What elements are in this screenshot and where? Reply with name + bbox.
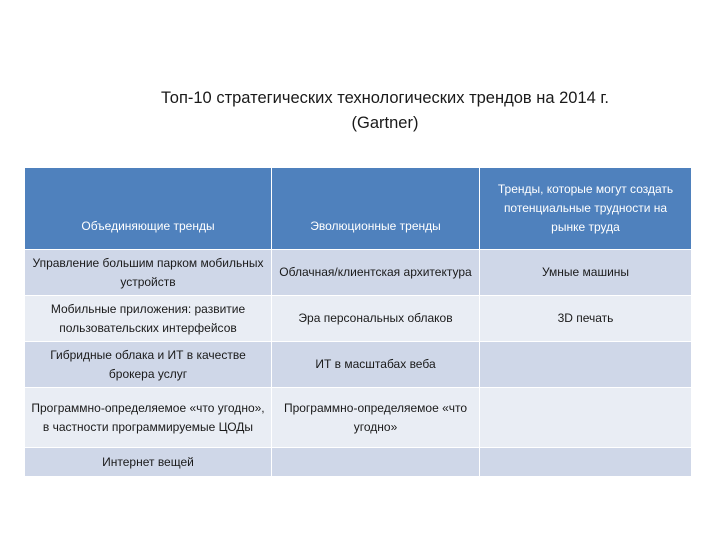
table-cell: 3D печать [480, 296, 692, 342]
table-cell: Умные машины [480, 250, 692, 296]
trends-table [24, 167, 692, 477]
header-disruptive-trends: Тренды, которые могут создать потенциальные трудности на рынке труда [480, 168, 692, 250]
table-header-row [25, 168, 692, 250]
slide-title-line1: Топ-10 стратегических технологических трендов на 2014 г. [160, 89, 609, 107]
table-cell: Гибридные облака и ИТ в качестве брокера услуг [25, 342, 272, 388]
table-cell: Программно-определяемое «что угодно», в частности программируемые ЦОДы [25, 388, 272, 448]
table-row [25, 250, 692, 296]
table-cell: ИТ в масштабах веба [272, 342, 480, 388]
table-cell: Управление большим парком мобильных устройств [25, 250, 272, 296]
table-cell [480, 448, 692, 477]
table-cell [272, 448, 480, 477]
table-row [25, 448, 692, 477]
table-cell: Эра персональных облаков [272, 296, 480, 342]
table-row [25, 296, 692, 342]
header-unifying-trends: Объединяющие тренды [25, 168, 272, 250]
slide-title [100, 86, 670, 136]
table-row [25, 388, 692, 448]
table-cell [480, 342, 692, 388]
table-cell: Мобильные приложения: развитие пользовательских интерфейсов [25, 296, 272, 342]
table-cell: Облачная/клиентская архитектура [272, 250, 480, 296]
table-row [25, 342, 692, 388]
table-cell: Интернет вещей [25, 448, 272, 477]
table-cell [480, 388, 692, 448]
slide-title-line2: (Gartner) [351, 114, 419, 132]
table-cell: Программно-определяемое «что угодно» [272, 388, 480, 448]
header-evolutionary-trends: Эволюционные тренды [272, 168, 480, 250]
